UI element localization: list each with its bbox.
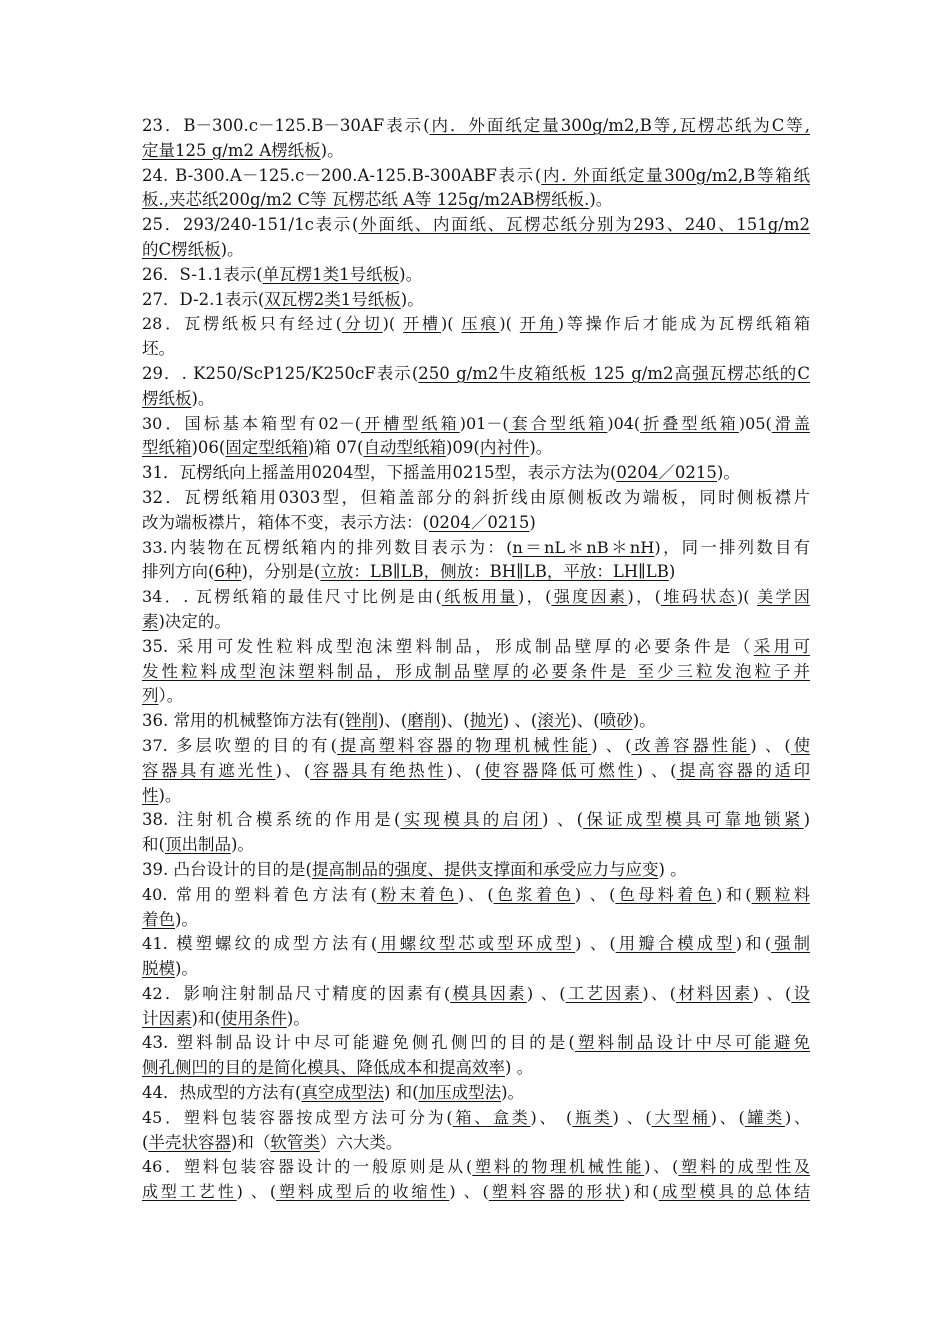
question-text: )和( <box>624 1182 659 1202</box>
question-text: )。 <box>716 463 740 483</box>
question-text: )05( <box>738 413 772 433</box>
question-text: )，( <box>517 587 552 607</box>
question-text: )、( <box>644 1157 679 1177</box>
question-text: )、( <box>440 711 470 731</box>
answer-text: 瓶类 <box>572 1107 613 1127</box>
answer-text: 软管类 <box>270 1132 320 1152</box>
answer-text: 计因素 <box>142 1008 192 1028</box>
question-text: )( <box>382 314 404 334</box>
question-text: ) 、( <box>575 934 616 954</box>
question-text: 27．D-2.1表示( <box>142 289 265 309</box>
text-line <box>142 784 810 809</box>
question-text: )和（ <box>230 1132 271 1152</box>
text-line <box>142 511 810 536</box>
text-line <box>142 139 810 164</box>
answer-text: 单瓦楞1类1号纸板 <box>262 264 400 284</box>
question-text: )和( <box>735 934 772 954</box>
question-text: 34．. 瓦楞纸箱的最佳尺寸比例是由( <box>142 587 442 607</box>
question-text: ) 、( <box>449 1182 489 1202</box>
answer-text: 保证成型模具可靠地锁紧 <box>583 810 804 830</box>
answer-text: 压痕 <box>461 314 500 334</box>
question-text: ) 、( <box>574 884 616 904</box>
answer-text: 列 <box>142 686 159 706</box>
question-text: )等操作后才能成为瓦楞纸箱箱 <box>557 314 810 334</box>
question-text: ）。 <box>158 686 184 706</box>
answer-text: 滚光 <box>537 711 571 731</box>
answer-text: 塑料成型后的收缩性 <box>276 1182 450 1202</box>
answer-text: 纸板用量 <box>441 587 518 607</box>
answer-text: 6种 <box>214 562 242 582</box>
question-text: )。 <box>320 140 344 160</box>
text-line <box>142 808 810 833</box>
answer-text: 提高容器的适印 <box>676 760 810 780</box>
answer-text: 板.,夹芯纸200g/m2 C等 瓦楞芯纸 A等 125g/m2AB楞纸板. <box>142 190 590 210</box>
answer-text: 强制 <box>771 934 810 954</box>
question-text: ) 、( <box>752 983 792 1003</box>
question-text: ) 。 <box>658 859 687 879</box>
text-line <box>142 585 810 610</box>
answer-text: 塑料的成型性及 <box>678 1157 810 1177</box>
answer-text: 用螺纹型芯或型环成型 <box>377 934 576 954</box>
answer-text: 开槽 <box>403 314 441 334</box>
text-line <box>142 684 810 709</box>
answer-text: 使容器降低可燃性 <box>481 760 637 780</box>
text-line <box>142 858 810 883</box>
question-text: )、( <box>377 711 408 731</box>
text-line <box>142 1131 810 1156</box>
question-text: 46．塑料包装容器设计的一般原则是从( <box>142 1157 473 1177</box>
answer-text: 内. 外面纸定量300g/m2,B等箱纸 <box>541 165 810 185</box>
question-text: )、( <box>710 1107 745 1127</box>
text-line <box>142 759 810 784</box>
question-text: 坯。 <box>142 339 175 359</box>
question-text: )决定的。 <box>158 611 231 631</box>
question-text: )。 <box>286 1008 310 1028</box>
question-text: )。 <box>230 835 254 855</box>
question-text: 39. 凸台设计的目的是( <box>142 859 312 879</box>
question-text: )。 <box>220 239 244 259</box>
text-line <box>142 908 810 933</box>
text-line <box>142 1007 810 1032</box>
text-line <box>142 263 810 288</box>
answer-text: 锉削 <box>344 711 378 731</box>
question-text: )01－( <box>459 413 509 433</box>
text-line <box>142 734 810 759</box>
text-line <box>142 1180 810 1205</box>
text-line <box>142 486 810 511</box>
question-text: )和( <box>191 1008 221 1028</box>
answer-text: 塑料制品设计中尽可能避免 <box>574 1033 810 1053</box>
text-line <box>142 1031 810 1056</box>
answer-text: 套合型纸箱 <box>508 413 608 433</box>
answer-text: n＝nL＊nB＊nH <box>512 537 655 557</box>
answer-text: 加压成型法 <box>418 1083 502 1103</box>
answer-text: 模具因素 <box>450 983 527 1003</box>
question-text: ) 、( <box>591 735 632 755</box>
question-text: )( <box>440 314 462 334</box>
answer-text: 开角 <box>519 314 558 334</box>
question-text: )和( <box>716 884 752 904</box>
answer-text: 分切 <box>341 314 383 334</box>
text-line <box>142 1056 810 1081</box>
answer-text: 立放：LB∥LB，侧放：BH∥LB，平放：LH∥LB <box>320 562 669 582</box>
question-text: )09( <box>446 438 480 458</box>
question-text: )，分别是( <box>241 562 321 582</box>
answer-text: 楞纸板 <box>142 388 192 408</box>
answer-text: 提高塑料容器的物理机械性能 <box>336 735 592 755</box>
question-text: )( <box>737 587 758 607</box>
text-line <box>142 436 810 461</box>
answer-text: 外面纸、内面纸、瓦楞芯纸分别为293、240、151g/m2 <box>358 215 810 235</box>
answer-text: 着色 <box>142 909 175 929</box>
question-text: 30．国标基本箱型有02－( <box>142 413 362 433</box>
question-text: ）六大类。 <box>319 1132 403 1152</box>
answer-text: 内．外面纸定量300g/m2,B等,瓦楞芯纸为C等, <box>429 116 810 135</box>
question-text: )( <box>499 314 520 334</box>
answer-text: 抛光 <box>469 711 503 731</box>
question-text: ) 、( <box>526 983 566 1003</box>
text-line <box>142 188 810 213</box>
text-line <box>142 560 810 585</box>
question-text: ) 、( <box>636 760 677 780</box>
answer-text: 喷砂 <box>599 711 633 731</box>
text-line <box>142 164 810 189</box>
text-line <box>142 412 810 437</box>
question-text: 28．瓦楞纸板只有经过( <box>142 314 342 334</box>
text-line <box>142 362 810 387</box>
question-text: ) <box>529 512 536 532</box>
answer-text: 顶出制品 <box>164 835 231 855</box>
text-line <box>142 982 810 1007</box>
answer-text: 容器具有绝热性 <box>310 760 447 780</box>
question-text: 43. 塑料制品设计中尽可能避免侧孔侧凹的目的是( <box>142 1033 575 1053</box>
question-text: 41. 模塑螺纹的成型方法有( <box>142 934 378 954</box>
question-text: )、( <box>446 760 482 780</box>
answer-text: 使 <box>790 735 810 755</box>
answer-text: 0204／0215 <box>616 463 717 483</box>
document-body <box>142 114 810 1205</box>
question-text: )。 <box>158 785 182 805</box>
text-line <box>142 1106 810 1131</box>
answer-text: 自动型纸箱 <box>363 438 446 458</box>
answer-text: 颗粒料 <box>751 884 810 904</box>
answer-text: 改善容器性能 <box>631 735 751 755</box>
question-text: )箱 07( <box>307 438 364 458</box>
answer-text: 堆码状态 <box>660 587 738 607</box>
answer-text: 使用条件 <box>220 1008 287 1028</box>
answer-text: 开槽型纸箱 <box>361 413 460 433</box>
text-line <box>142 337 810 362</box>
answer-text: 真空成型法 <box>301 1083 384 1103</box>
question-text: )。 <box>399 264 423 284</box>
answer-text: 提高制品的强度、提供支撑面和承受应力与应变 <box>311 859 659 879</box>
answer-text: 大型桶 <box>651 1107 711 1127</box>
text-line <box>142 213 810 238</box>
answer-text: 侧孔侧凹的目的是简化模具、降低成本和提高效率 <box>142 1058 505 1078</box>
text-line <box>142 883 810 908</box>
answer-text: 素 <box>142 611 159 631</box>
question-text: )、( <box>458 884 494 904</box>
question-text: )。 <box>191 388 215 408</box>
question-text: )、 <box>784 1107 810 1127</box>
text-line <box>142 114 810 139</box>
question-text: ) <box>668 562 676 582</box>
answer-text: 的C楞纸板 <box>142 239 221 259</box>
question-text: 29．. K250/ScP125/K250cF表示( <box>142 363 419 383</box>
question-text: 37. 多层吹塑的目的有( <box>142 735 337 755</box>
answer-text: 粉末着色 <box>376 884 459 904</box>
question-text: 改为端板襟片，箱体不变，表示方法：( <box>142 512 429 532</box>
text-line <box>142 709 810 734</box>
question-text: 44．热成型的方法有( <box>142 1083 302 1103</box>
question-text: 25．293/240-151/1c表示( <box>142 215 359 235</box>
text-line <box>142 238 810 263</box>
text-line <box>142 1155 810 1180</box>
text-line <box>142 957 810 982</box>
question-text: ) 。 <box>505 1058 534 1078</box>
question-text: )、 ( <box>530 1107 573 1127</box>
question-text: )、( <box>642 983 676 1003</box>
answer-text: 材料因素 <box>675 983 753 1003</box>
question-text: )。 <box>175 909 198 929</box>
answer-text: 成型工艺性 <box>142 1182 237 1202</box>
question-text: )，同一排列数目有 <box>654 537 810 557</box>
answer-text: 塑料容器的形状 <box>488 1182 625 1202</box>
answer-text: 色母料着色 <box>615 884 717 904</box>
text-line <box>142 387 810 412</box>
text-line <box>142 635 810 660</box>
answer-text: 罐类 <box>744 1107 785 1127</box>
answer-text: 脱模 <box>142 959 175 979</box>
answer-text: 折叠型纸箱 <box>640 413 739 433</box>
text-line <box>142 461 810 486</box>
answer-text: 容器具有遮光性 <box>142 760 276 780</box>
question-text: )、( <box>570 711 600 731</box>
text-line <box>142 1081 810 1106</box>
question-text: )，( <box>627 587 661 607</box>
answer-text: 箱、盒类 <box>452 1107 531 1127</box>
question-text: ) 、( <box>236 1182 277 1202</box>
question-text: )。 <box>175 959 198 979</box>
text-line <box>142 288 810 313</box>
question-text: 23．B－300.c－125.B－30AF表示( <box>142 116 430 135</box>
question-text: ( <box>142 1132 149 1152</box>
text-line <box>142 660 810 685</box>
answer-text: 型纸箱 <box>142 438 192 458</box>
question-text: 36. 常用的机械整饰方法有( <box>142 711 345 731</box>
question-text: 45．塑料包装容器按成型方法可分为( <box>142 1107 453 1127</box>
answer-text: 采用可 <box>753 636 810 656</box>
answer-text: 用瓣合模成型 <box>615 934 736 954</box>
question-text: 26．S-1.1表示( <box>142 264 263 284</box>
question-text: )。 <box>400 289 424 309</box>
text-line <box>142 833 810 858</box>
question-text: ) 、( <box>502 711 538 731</box>
answer-text: 工艺因素 <box>565 983 643 1003</box>
question-text: 35. 采用可发性粒料成型泡沫塑料制品，形成制品壁厚的必要条件是（ <box>142 636 754 656</box>
question-text: 排列方向( <box>142 562 215 582</box>
answer-text: 实现模具的启闭 <box>400 810 542 830</box>
question-text: 32．瓦楞纸箱用0303型，但箱盖部分的斜折线由原侧板改为端板，同时侧板襟片 <box>142 487 810 507</box>
answer-text: 固定型纸箱 <box>225 438 308 458</box>
answer-text: 美学因 <box>757 587 810 607</box>
answer-text: 250 g/m2牛皮箱纸板 125 g/m2高强瓦楞芯纸的C <box>418 363 810 383</box>
text-line <box>142 610 810 635</box>
question-text: ) 、( <box>612 1107 652 1127</box>
answer-text: 发性粒料成型泡沫塑料制品，形成制品壁厚的必要条件是 至少三粒发泡粒子并 <box>142 661 810 681</box>
text-line <box>142 536 810 561</box>
answer-text: 双瓦楞2类1号纸板 <box>264 289 401 309</box>
question-text: 31．瓦楞纸向上摇盖用0204型，下摇盖用0215型，表示方法为( <box>142 463 617 483</box>
question-text: 24. B-300.A－125.c－200.A-125.B-300ABF表示( <box>142 165 542 185</box>
question-text: 38. 注射机合模系统的作用是( <box>142 810 401 830</box>
question-text: ) <box>803 810 810 830</box>
question-text: )。 <box>529 438 553 458</box>
answer-text: 色浆着色 <box>493 884 575 904</box>
answer-text: 滑盖 <box>771 413 810 433</box>
question-text: )06( <box>191 438 226 458</box>
text-line <box>142 932 810 957</box>
answer-text: 性 <box>142 785 159 805</box>
question-text: 和( <box>142 835 165 855</box>
question-text: )。 <box>589 190 613 210</box>
answer-text: 半壳状容器 <box>148 1132 231 1152</box>
question-text: 33.内装物在瓦楞纸箱内的排列数目表示为：( <box>142 537 513 557</box>
answer-text: 塑料的物理机械性能 <box>472 1157 645 1177</box>
question-text: )。 <box>632 711 656 731</box>
question-text: ) 、( <box>750 735 791 755</box>
answer-text: 成型模具的总体结 <box>658 1182 810 1202</box>
question-text: 42．影响注射制品尺寸精度的因素有( <box>142 983 451 1003</box>
question-text: ) 、( <box>541 810 584 830</box>
text-line <box>142 312 810 337</box>
answer-text: 0204／0215 <box>428 512 530 532</box>
question-text: )。 <box>501 1083 524 1103</box>
question-text: )、( <box>275 760 311 780</box>
answer-text: 强度因素 <box>551 587 628 607</box>
question-text: ) 和( <box>383 1083 419 1103</box>
answer-text: 磨削 <box>407 711 441 731</box>
answer-text: 内衬件 <box>479 438 530 458</box>
answer-text: 定量125 g/m2 A楞纸板 <box>142 140 321 160</box>
question-text: )04( <box>607 413 641 433</box>
question-text: 40. 常用的塑料着色方法有( <box>142 884 377 904</box>
answer-text: 设 <box>791 983 810 1003</box>
